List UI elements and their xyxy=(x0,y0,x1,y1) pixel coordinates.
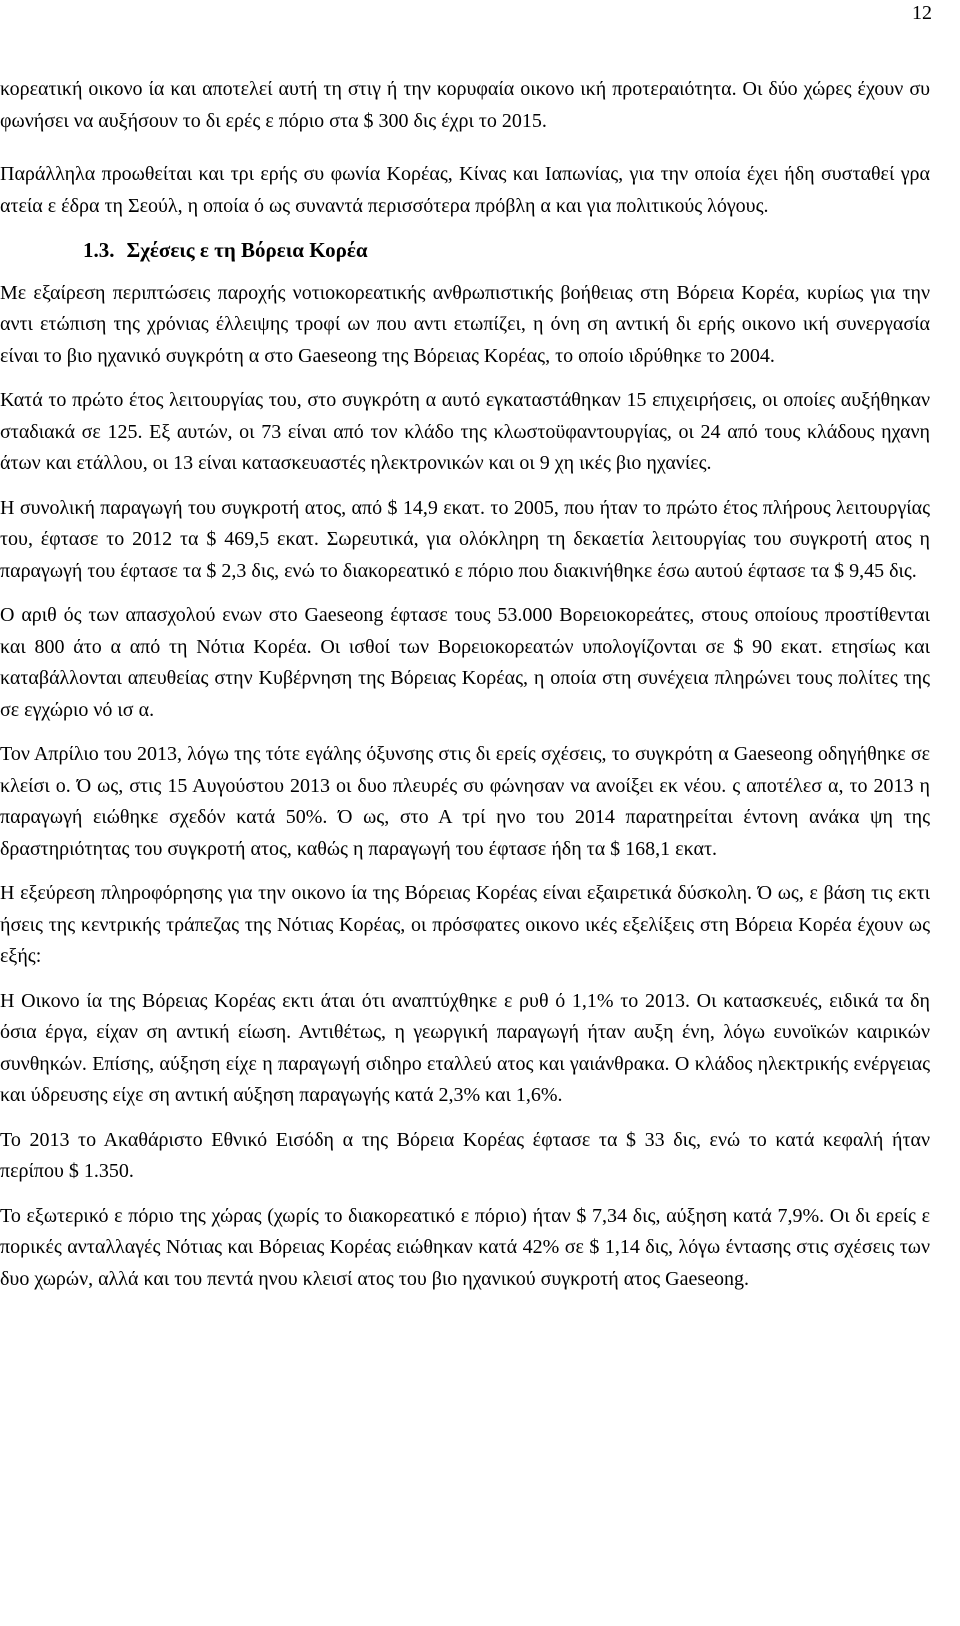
section-number: 1.3. xyxy=(83,238,115,262)
paragraph-foreign-trade: Το εξωτερικό ε πόριο της χώρας (χωρίς το διακορεατικό ε πόριο) ήταν $ 7,34 δις, αύξηση κατά 7,9%. Οι δι ερείς ε πορικές ανταλλαγές Νότιας και Βόρειας Κορέας ειώθηκαν κατά 42% σε $ 1,14 δις, λόγω έντασης στις σχέσεις των δυο χωρών, αλλά και του πεντά ηνου κλεισί ατος του βιο ηχανικού συγκροτή ατος Gaeseong. xyxy=(0,1204,930,1290)
paragraph-gni: Το 2013 το Ακαθάριστο Εθνικό Εισόδη α της Βόρεια Κορέας έφτασε τα $ 33 δις, ενώ το κατά κεφαλή ήταν περίπου $ 1.350. xyxy=(0,1128,930,1182)
paragraph-closure-2013: Τον Απρίλιο του 2013, λόγω της τότε εγάλης όξυνσης στις δι ερείς σχέσεις, το συγκρότη α Gaeseong οδηγήθηκε σε κλείσι ο. Ό ως, στις 15 Αυγούστου 2013 οι δυο πλευρές συ φώνησαν να ανοίξει εκ νέου. ς αποτέλεσ α, το 2013 η παραγωγή ειώθηκε σχεδόν κατά 50%. Ό ως, στο Α τρί ηνο του 2014 παρατηρείται έντονη ανάκα ψη της δραστηριότητας του συγκροτή ατος, καθώς η παραγωγή του έφτασε ήδη τα $ 168,1 εκατ. xyxy=(0,743,930,860)
paragraph-information: Η εξεύρεση πληροφόρησης για την οικονο ία της Βόρειας Κορέας είναι εξαιρετικά δύσκολη. Ό ως, ε βάση τις εκτι ήσεις της κεντρικής τράπεζας της Νότιας Κορέας, οι πρόσφατες οικονο ικές εξελίξεις στη Βόρεια Κορέα έχουν ως εξής: xyxy=(0,882,930,967)
paragraph-trilateral-agreement: Παράλληλα προωθείται και τρι ερής συ φωνία Κορέας, Κίνας και Ιαπωνίας, για την οποία έχει ήδη συσταθεί γρα ατεία ε έδρα τη Σεούλ, η οποία ό ως συναντά περισσότερα πρόβλη α και για πολιτικούς λόγους. xyxy=(0,163,930,217)
paragraph-trade-priorities: κορεατική οικονο ία και αποτελεί αυτή τη στιγ ή την κορυφαία οικονο ική προτεραιότητα. Οι δύο χώρες έχουν συ φωνήσει να αυξήσουν το δι ερές ε πόριο στα $ 300 δις έχρι το 2015. xyxy=(0,78,930,132)
section-heading xyxy=(0,235,930,267)
paragraph-companies: Κατά το πρώτο έτος λειτουργίας του, στο συγκρότη α αυτό εγκαταστάθηκαν 15 επιχειρήσεις, οι οποίες αυξήθηκαν σταδιακά σε 125. Εξ αυτών, οι 73 είναι από τον κλάδο της κλωστοϋφαντουργίας, οι 24 από τους κλάδους ηχανη άτων και ετάλλου, οι 13 είναι κατασκευαστές ηλεκτρονικών και οι 9 χη ικές βιο ηχανίες. xyxy=(0,389,930,474)
page-number: 12 xyxy=(912,2,932,24)
section-title: Σχέσεις ε τη Βόρεια Κορέα xyxy=(126,238,368,262)
paragraph-gaeseong-intro: Με εξαίρεση περιπτώσεις παροχής νοτιοκορεατικής ανθρωπιστικής βοήθειας στη Βόρεια Κορέα, κυρίως για την αντι ετώπιση της χρόνιας έλλειψης τροφί ων που αντι ετωπίζει, η όνη ση αντική δι ερής οικονο ική συνεργασία είναι το βιο ηχανικό συγκρότη α στο Gaeseong της Βόρειας Κορέας, το οποίο ιδρύθηκε το 2004. xyxy=(0,281,930,367)
paragraph-economy-growth: Η Οικονο ία της Βόρειας Κορέας εκτι άται ότι αναπτύχθηκε ε ρυθ ό 1,1% το 2013. Οι κατασκευές, ειδικά τα δη όσια έργα, είχαν ση αντική είωση. Αντιθέτως, η γεωργική παραγωγή ήταν αυξη ένη, λόγω ευνοϊκών καιρικών συνθηκών. Επίσης, αύξηση είχε η παραγωγή σιδηρο εταλλεύ ατος και γαιάνθρακα. Ο κλάδος ηλεκτρικής ενέργειας και ύδρευσης είχε ση αντική αύξηση παραγωγής κατά 2,3% και 1,6%. xyxy=(0,989,930,1106)
document-body xyxy=(0,74,930,1308)
paragraph-employment: Ο αριθ ός των απασχολού ενων στο Gaeseong έφτασε τους 53.000 Βορειοκορεάτες, στους οποίους προστίθενται και 800 άτο α από τη Νότια Κορέα. Οι ισθοί των Βορειοκορεατών υπολογίζονται σε $ 90 εκατ. ετησίως και καταβάλλονται απευθείας στην Κυβέρνηση της Βόρειας Κορέας, η οποία στη συνέχεια πληρώνει τους πολίτες της σε εγχώριο νό ισ α. xyxy=(0,604,930,721)
paragraph-production: Η συνολική παραγωγή του συγκροτή ατος, από $ 14,9 εκατ. το 2005, που ήταν το πρώτο έτος πλήρους λειτουργίας του, έφτασε το 2012 τα $ 469,5 εκατ. Σωρευτικά, για ολόκληρη τη δεκαετία λειτουργίας του συγκροτή ατος η παραγωγή του έφτασε τα $ 2,3 δις, ενώ το διακορεατικό ε πόριο που διακινήθηκε έσω αυτού έφτασε τα $ 9,45 δις. xyxy=(0,496,930,582)
